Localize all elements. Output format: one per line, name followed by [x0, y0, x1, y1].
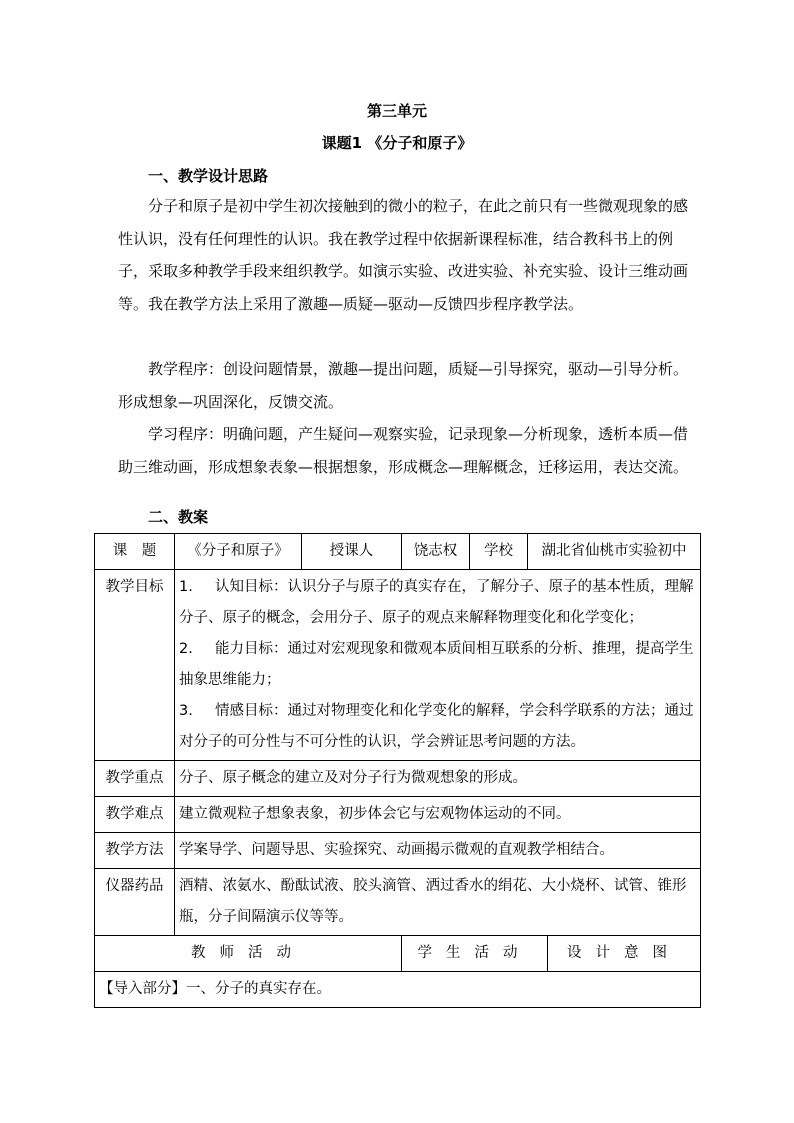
design-intent-header: 设计意图 — [548, 936, 701, 972]
topic-value: 《分子和原子》 — [175, 534, 302, 570]
paragraph-teaching-procedure: 教学程序：创设问题情景，激趣—提出问题，质疑—引导探究，驱动—引导分析。形成想象—巩固深化，反馈交流。 — [118, 360, 689, 411]
goals-label: 教学目标 — [95, 570, 175, 761]
table-row-difficulties — [95, 797, 701, 833]
paragraph-intro: 分子和原子是初中学生初次接触到的微小的粒子，在此之前只有一些微观现象的感性认识，没有任何理性的认识。我在教学过程中依据新课程标准，结合教科书上的例子，采取多种教学手段来组织教学。如演示实验、改进实验、补充实验、设计三维动画等。我在教学方法上采用了激趣—质疑—驱动—反馈四步程序教学法。 — [118, 197, 689, 313]
goal-item — [179, 696, 696, 758]
topic-label: 课 题 — [95, 534, 175, 570]
student-activity-header: 学生活动 — [402, 936, 548, 972]
difficulties-label: 教学难点 — [95, 797, 175, 833]
table-row-key-points — [95, 761, 701, 797]
goal-number: 1. — [179, 579, 193, 595]
section-heading-lesson-plan: 二、教案 — [148, 508, 209, 526]
goal-number: 2. — [179, 641, 193, 657]
key-points-label: 教学重点 — [95, 761, 175, 797]
unit-title: 第三单元 — [366, 102, 427, 120]
equipment-text: 酒精、浓氨水、酚酞试液、胶头滴管、洒过香水的绢花、大小烧杯、试管、锥形瓶，分子间隔演示仪等等。 — [175, 869, 701, 936]
table-row-goals — [95, 570, 701, 761]
table-row-equipment — [95, 869, 701, 936]
school-label: 学校 — [470, 534, 528, 570]
goal-item — [179, 634, 696, 696]
goal-text: 能力目标：通过对宏观现象和微观本质间相互联系的分析、推理，提高学生抽象思维能力； — [179, 641, 694, 688]
equipment-label: 仪器药品 — [95, 869, 175, 936]
table-row-topic — [95, 534, 701, 570]
table-row-methods — [95, 833, 701, 869]
intro-section-text: 【导入部分】一、分子的真实存在。 — [95, 972, 701, 1008]
methods-label: 教学方法 — [95, 833, 175, 869]
goal-text: 情感目标：通过对物理变化和化学变化的解释，学会科学联系的方法；通过对分子的可分性与不可分性的认识，学会辨证思考问题的方法。 — [179, 703, 694, 750]
goal-text: 认知目标：认识分子与原子的真实存在，了解分子、原子的基本性质，理解分子、原子的概念，会用分子、原子的观点来解释物理变化和化学变化； — [179, 579, 694, 626]
goal-item — [179, 572, 696, 634]
section-heading-design: 一、教学设计思路 — [148, 167, 269, 185]
lesson-plan-table — [94, 533, 701, 1008]
goals-cell — [175, 570, 701, 761]
table-row-intro — [95, 972, 701, 1008]
teacher-activity-header: 教师活动 — [95, 936, 402, 972]
teacher-label: 授课人 — [302, 534, 402, 570]
paragraph-learning-procedure: 学习程序：明确问题，产生疑问—观察实验，记录现象—分析现象，透析本质—借助三维动画，形成想象表象—根据想象，形成概念—理解概念，迁移运用，表达交流。 — [118, 425, 689, 476]
key-points-text: 分子、原子概念的建立及对分子行为微观想象的形成。 — [175, 761, 701, 797]
methods-text: 学案导学、问题导思、实验探究、动画揭示微观的直观教学相结合。 — [175, 833, 701, 869]
difficulties-text: 建立微观粒子想象表象，初步体会它与宏观物体运动的不同。 — [175, 797, 701, 833]
school-value: 湖北省仙桃市实验初中 — [528, 534, 701, 570]
table-row-activity-headers — [95, 936, 701, 972]
lesson-title: 课题1 《分子和原子》 — [321, 134, 473, 152]
goal-number: 3. — [179, 703, 193, 719]
teacher-value: 饶志权 — [402, 534, 470, 570]
